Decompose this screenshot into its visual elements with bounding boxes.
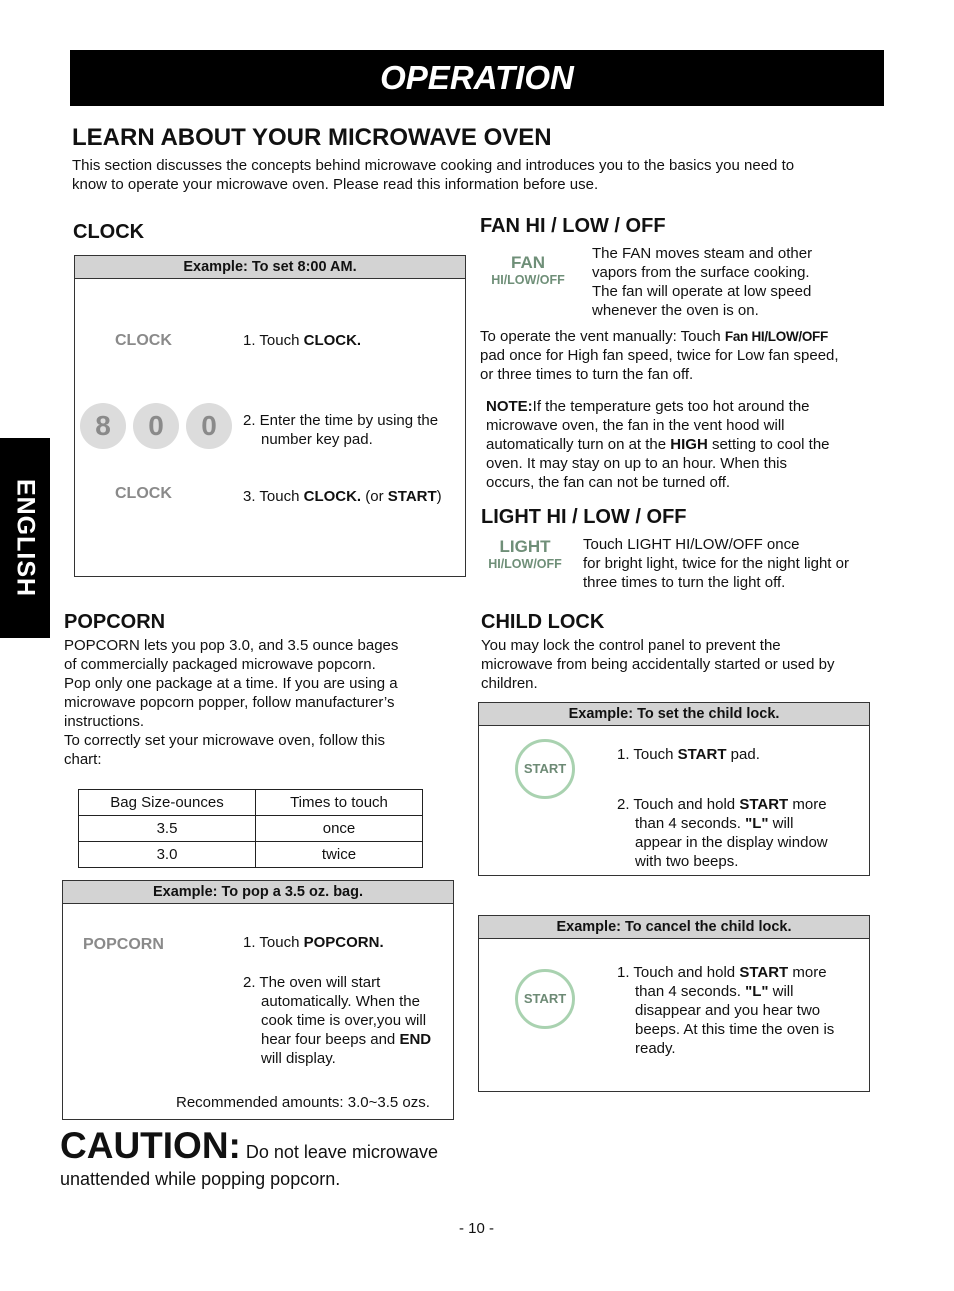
intro-text (72, 156, 872, 194)
step-text: (or (361, 488, 388, 505)
operation-banner: OPERATION (70, 50, 884, 106)
popcorn-step-2 (243, 973, 431, 1068)
popcorn-heading: POPCORN (64, 611, 166, 633)
table-header: Bag Size-ounces (79, 790, 256, 816)
fan-desc-line: vapors from the surface cooking. (592, 264, 810, 281)
caution-text-line: unattended while popping popcorn. (60, 1169, 341, 1189)
table-header: Times to touch (256, 790, 423, 816)
step-text: hear four beeps and (261, 1031, 400, 1048)
fan-key-bottom: HI/LOW/OFF (491, 273, 565, 287)
child-lock-set-step-1 (617, 745, 760, 764)
fan-key-top: FAN (511, 253, 545, 272)
note-line: occurs, the fan can not be turned off. (486, 474, 731, 491)
number-key-8: 8 (80, 403, 126, 449)
note-text: setting to cool the (707, 436, 830, 453)
note-line: oven. It may stay on up to an hour. When this (486, 455, 788, 472)
clock-heading: CLOCK (73, 221, 145, 243)
note-line: microwave oven, the fan in the vent hood will (486, 417, 785, 434)
clock-step-3 (243, 487, 442, 506)
step-line: with two beeps. (635, 853, 739, 870)
fan-key (478, 254, 578, 289)
step-text: than 4 seconds. (635, 815, 746, 832)
table-row (79, 816, 423, 842)
step-line: disappear and you hear two (635, 1002, 821, 1019)
popcorn-line: of commercially packaged microwave popcorn. (64, 656, 376, 673)
note-label: NOTE: (486, 398, 533, 415)
step-text: 3. Touch (243, 488, 304, 505)
language-tab-label: ENGLISH (11, 478, 40, 598)
step-text: more (788, 964, 827, 981)
popcorn-text (64, 636, 444, 769)
child-lock-set-step-2 (617, 795, 828, 871)
step-text: 1. Touch and hold (617, 964, 740, 981)
fan-desc-line: The FAN moves steam and other (592, 245, 813, 262)
fan-desc-line: whenever the oven is on. (592, 302, 759, 319)
step-text: ) (436, 488, 442, 505)
popcorn-key: POPCORN (83, 936, 164, 953)
step-line: will display. (261, 1050, 336, 1067)
fan-heading: FAN HI / LOW / OFF (480, 215, 666, 237)
vent-bold: Fan HI/LOW/OFF (724, 329, 828, 344)
fan-description (592, 244, 872, 320)
step-bold: START (677, 746, 727, 763)
fan-note (486, 397, 876, 492)
start-button-icon: START (515, 969, 575, 1029)
step-bold: CLOCK. (303, 332, 362, 349)
step-bold: END (399, 1031, 432, 1048)
step-text: pad. (726, 746, 760, 763)
vent-line: or three times to turn the fan off. (480, 366, 694, 383)
step-text: 1. Touch (243, 332, 304, 349)
child-lock-text (481, 636, 871, 693)
step-line: 2. Enter the time by using the (243, 412, 439, 429)
child-lock-line: You may lock the control panel to prevent the (481, 637, 781, 654)
step-line: cook time is over,you will (261, 1012, 427, 1029)
step-text: than 4 seconds. (635, 983, 746, 1000)
caution-text: Do not leave microwave (240, 1142, 438, 1162)
child-lock-cancel-step (617, 963, 834, 1058)
clock-example-title: Example: To set 8:00 AM. (75, 256, 465, 279)
table-header-row (79, 790, 423, 816)
note-bold: HIGH (670, 436, 708, 453)
step-line: number key pad. (261, 431, 373, 448)
clock-key: CLOCK (115, 485, 172, 502)
light-key (475, 538, 575, 573)
step-bold: POPCORN. (303, 934, 384, 951)
popcorn-example-box (62, 880, 454, 1120)
step-line: 2. The oven will start (243, 974, 381, 991)
step-line: ready. (635, 1040, 676, 1057)
step-bold: START (387, 488, 437, 505)
step-text: will (768, 983, 794, 1000)
popcorn-line: POPCORN lets you pop 3.0, and 3.5 ounce bages (64, 637, 399, 654)
child-lock-cancel-title: Example: To cancel the child lock. (479, 916, 869, 939)
table-cell: twice (256, 842, 423, 868)
step-line: automatically. When the (261, 993, 420, 1010)
step-bold: START (739, 796, 789, 813)
popcorn-line: microwave popcorn popper, follow manufacturer’s (64, 694, 395, 711)
note-text: If the temperature gets too hot around the (532, 398, 810, 415)
child-lock-line: children. (481, 675, 538, 692)
step-bold: START (739, 964, 789, 981)
table-row (79, 842, 423, 868)
child-lock-line: microwave from being accidentally started or used by (481, 656, 835, 673)
vent-text: To operate the vent manually: Touch (480, 328, 725, 345)
intro-line: know to operate your microwave oven. Please read this information before use. (72, 176, 599, 193)
intro-section (72, 124, 552, 152)
step-text: 1. Touch (243, 934, 304, 951)
fan-vent-text (480, 327, 880, 384)
light-desc-line: three times to turn the light off. (583, 574, 786, 591)
step-text: more (788, 796, 827, 813)
note-text: automatically turn on at the (486, 436, 671, 453)
number-key-0: 0 (133, 403, 179, 449)
popcorn-table (78, 789, 423, 868)
light-description (583, 535, 883, 592)
table-cell: once (256, 816, 423, 842)
step-text: 2. Touch and hold (617, 796, 740, 813)
language-tab (0, 438, 50, 638)
step-bold: CLOCK. (303, 488, 362, 505)
popcorn-recommended: Recommended amounts: 3.0~3.5 ozs. (176, 1094, 430, 1111)
light-key-top: LIGHT (499, 537, 551, 556)
caution-block (60, 1124, 460, 1190)
page-number: - 10 - (459, 1220, 495, 1237)
popcorn-example-title: Example: To pop a 3.5 oz. bag. (63, 881, 453, 904)
popcorn-line: instructions. (64, 713, 145, 730)
child-lock-set-box (478, 702, 870, 876)
light-heading: LIGHT HI / LOW / OFF (481, 506, 687, 528)
start-button-icon: START (515, 739, 575, 799)
step-text: will (768, 815, 794, 832)
popcorn-line: To correctly set your microwave oven, follow this (64, 732, 385, 749)
popcorn-line: chart: (64, 751, 102, 768)
child-lock-set-title: Example: To set the child lock. (479, 703, 869, 726)
light-desc-line: Touch LIGHT HI/LOW/OFF once (583, 536, 800, 553)
step-line: appear in the display window (635, 834, 828, 851)
step-line: beeps. At this time the oven is (635, 1021, 835, 1038)
step-text: 1. Touch (617, 746, 678, 763)
fan-desc-line: The fan will operate at low speed (592, 283, 812, 300)
number-key-0: 0 (186, 403, 232, 449)
child-lock-heading: CHILD LOCK (481, 611, 605, 633)
caution-word: CAUTION: (60, 1125, 241, 1166)
step-bold: "L" (745, 983, 769, 1000)
clock-step-1 (243, 331, 361, 350)
clock-example-box (74, 255, 466, 577)
table-cell: 3.0 (79, 842, 256, 868)
vent-line: pad once for High fan speed, twice for Low fan speed, (480, 347, 839, 364)
child-lock-cancel-box (478, 915, 870, 1092)
light-desc-line: for bright light, twice for the night light or (583, 555, 849, 572)
page-title: LEARN ABOUT YOUR MICROWAVE OVEN (72, 124, 552, 151)
intro-line: This section discusses the concepts behind microwave cooking and introduces you to the basics you need to (72, 157, 795, 174)
light-key-bottom: HI/LOW/OFF (488, 557, 562, 571)
table-cell: 3.5 (79, 816, 256, 842)
popcorn-line: Pop only one package at a time. If you are using a (64, 675, 398, 692)
clock-key: CLOCK (115, 332, 172, 349)
clock-step-2 (243, 411, 438, 449)
step-bold: "L" (745, 815, 769, 832)
popcorn-step-1 (243, 933, 384, 952)
